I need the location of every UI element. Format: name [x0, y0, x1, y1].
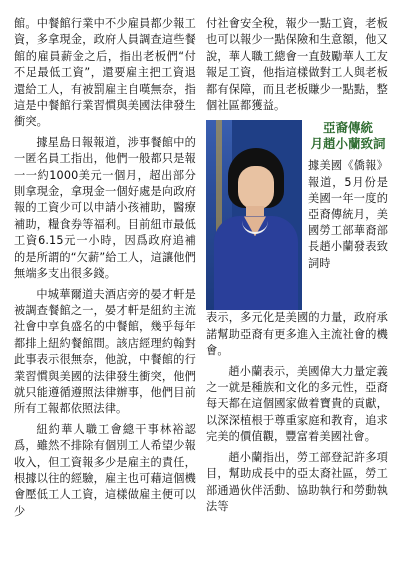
right-column [206, 16, 388, 519]
right-paragraph-2: 表示，多元化是美國的力量，政府承諾幫助亞裔有更多進入主流社會的機會。 [206, 311, 388, 358]
heading-line-2: 月趙小蘭致詞 [310, 136, 386, 152]
side-text-beside-photo: 據美國《僑報》報道，5月份是美國一年一度的亞裔傳統月，美國勞工部華裔部長趙小蘭發表致詞時 [308, 159, 388, 270]
left-paragraph-2: 據星島日報報道，涉事餐館中的一匿名員工指出，他們一般都只是報一一約1000美元一個月，超出部分則拿現金，拿現金一個好處是向政府報的工資少可以申請小孩補助，醫療補助，糧食券等福利。目前紐市最低工資6.15元一小時，因爲政府追補的是所謂的“欠薪”給工人，這讓他們無端多支出很多錢。 [14, 135, 196, 281]
left-paragraph-3: 中城華爾道夫酒店旁的晏才軒是被調查餐館之一，晏才軒是紐約主流社會中享負盛名的中餐館，幾乎每年都排上紐約餐館間。該店經理約翰對此事表示很無奈，他說，中餐館的行業習慣與美國的法律發生衝突，他們就只能遵循遵照法律辦事，他們目前所有工報都依照法律。 [14, 287, 196, 416]
right-paragraph-3: 趙小蘭表示，美國偉大力量定義之一就是種族和文化的多元性，亞裔每天都在這個國家做着寶貴的貢獻，以深深植根于尊重家庭和教育，追求完美的價值觀，豐富着美國社會。 [206, 364, 388, 444]
portrait-photo [206, 120, 302, 310]
left-paragraph-4: 紐約華人職工會總干事林裕認爲，雖然不排除有個別工人希望少報收入，但工資報多少是雇主的責任，根據以往的經驗，雇主也可藉這個機會壓低工人工資，這樣做雇主便可以少 [14, 422, 196, 518]
right-paragraph-1: 付社會安全稅，報少一點工資，老板也可以報少一點保險和生意額，他又說，華人職工總會一直鼓勵華人工友報足工資，他指這樣做對工人與老板都有保障，而且老板賺少一點點，整個社區都獲益。 [206, 17, 388, 113]
photo-section [206, 120, 388, 306]
left-paragraph-1: 館。中餐館行業中不少雇員都少報工資，多拿現金，政府人員調查這些餐館的雇員薪金之后，指出老板們“付不足最低工資”，還要雇主把工資退還給工人，有被罰雇主自嘆無奈，指這是中餐館行業習慣與美國法律發生衝突。 [14, 17, 196, 129]
heading-line-1: 亞裔傳統 [322, 120, 373, 136]
section-heading [308, 120, 388, 152]
right-paragraph-4: 趙小蘭指出，勞工部登記許多項目，幫助成長中的亞太裔社區，勞工部通過伙伴活動、協助執行和勞動執法等 [206, 450, 388, 513]
left-column [14, 16, 196, 524]
